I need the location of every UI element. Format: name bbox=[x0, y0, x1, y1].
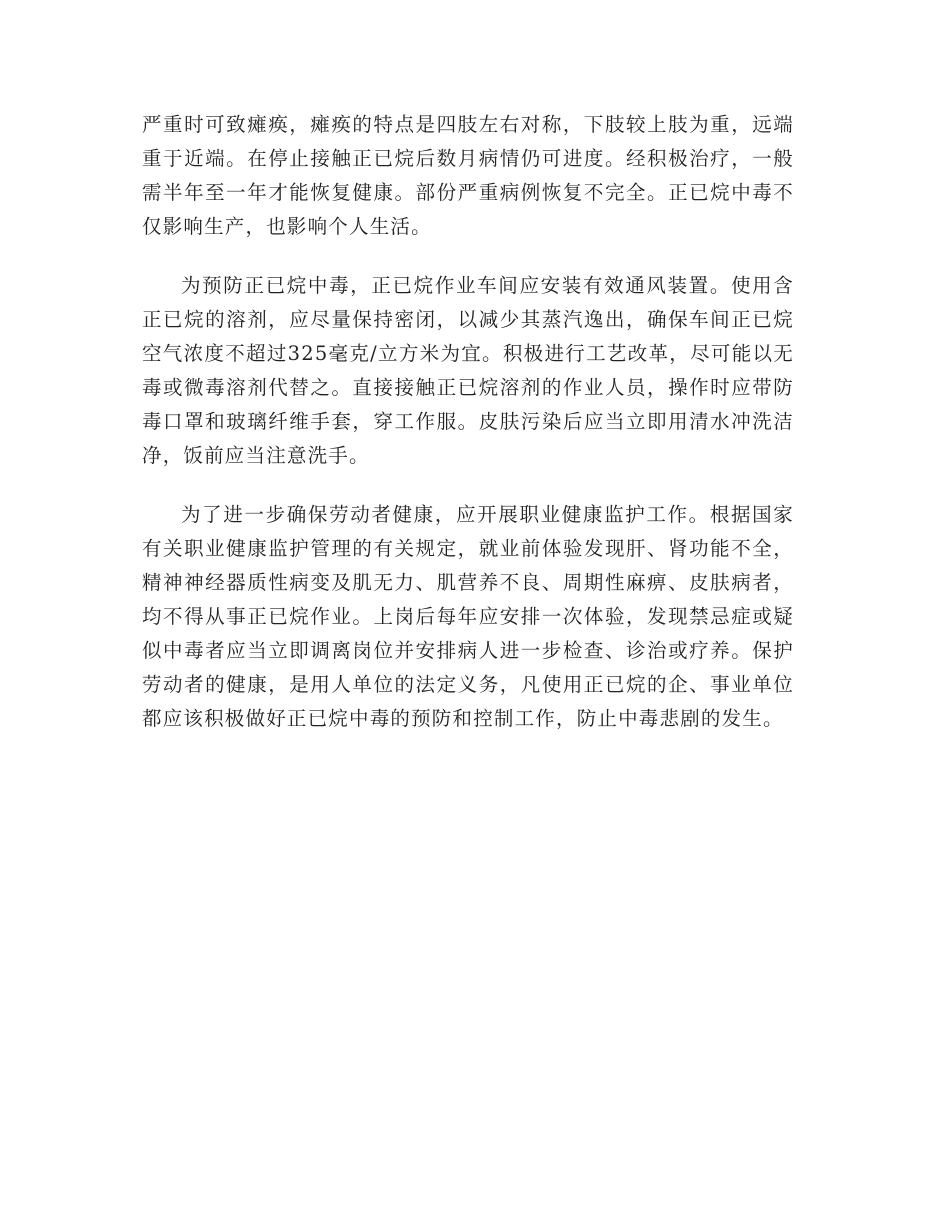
document-body bbox=[142, 108, 794, 761]
paragraph-continued: 严重时可致瘫痪，瘫痪的特点是四肢左右对称，下肢较上肢为重，远端重于近端。在停止接触正已烷后数月病情仍可进度。经积极治疗，一般需半年至一年才能恢复健康。部份严重病例恢复不完全。正已烷中毒不仅影响生产，也影响个人生活。 bbox=[142, 113, 794, 238]
paragraph-health-monitoring: 为了进一步确保劳动者健康，应开展职业健康监护工作。根据国家有关职业健康监护管理的有关规定，就业前体验发现肝、肾功能不全，精神神经器质性病变及肌无力、肌营养不良、周期性麻痹、皮肤病者，均不得从事正已烷作业。上岗后每年应安排一次体验，发现禁忌症或疑似中毒者应当立即调离岗位并安排病人进一步检查、诊治或疗养。保护劳动者的健康，是用人单位的法定义务，凡使用正已烷的企、事业单位都应该积极做好正已烷中毒的预防和控制工作，防止中毒悲剧的发生。 bbox=[142, 503, 794, 730]
paragraph-prevention: 为预防正已烷中毒，正已烷作业车间应安装有效通风装置。使用含正已烷的溶剂，应尽量保持密闭，以减少其蒸汽逸出，确保车间正已烷空气浓度不超过325毫克/立方米为宜。积极进行工艺改革，尽可能以无毒或微毒溶剂代替之。直接接触正已烷溶剂的作业人员，操作时应带防毒口罩和玻璃纤维手套，穿工作服。皮肤污染后应当立即用清水冲洗洁净，饭前应当注意洗手。 bbox=[142, 274, 794, 467]
